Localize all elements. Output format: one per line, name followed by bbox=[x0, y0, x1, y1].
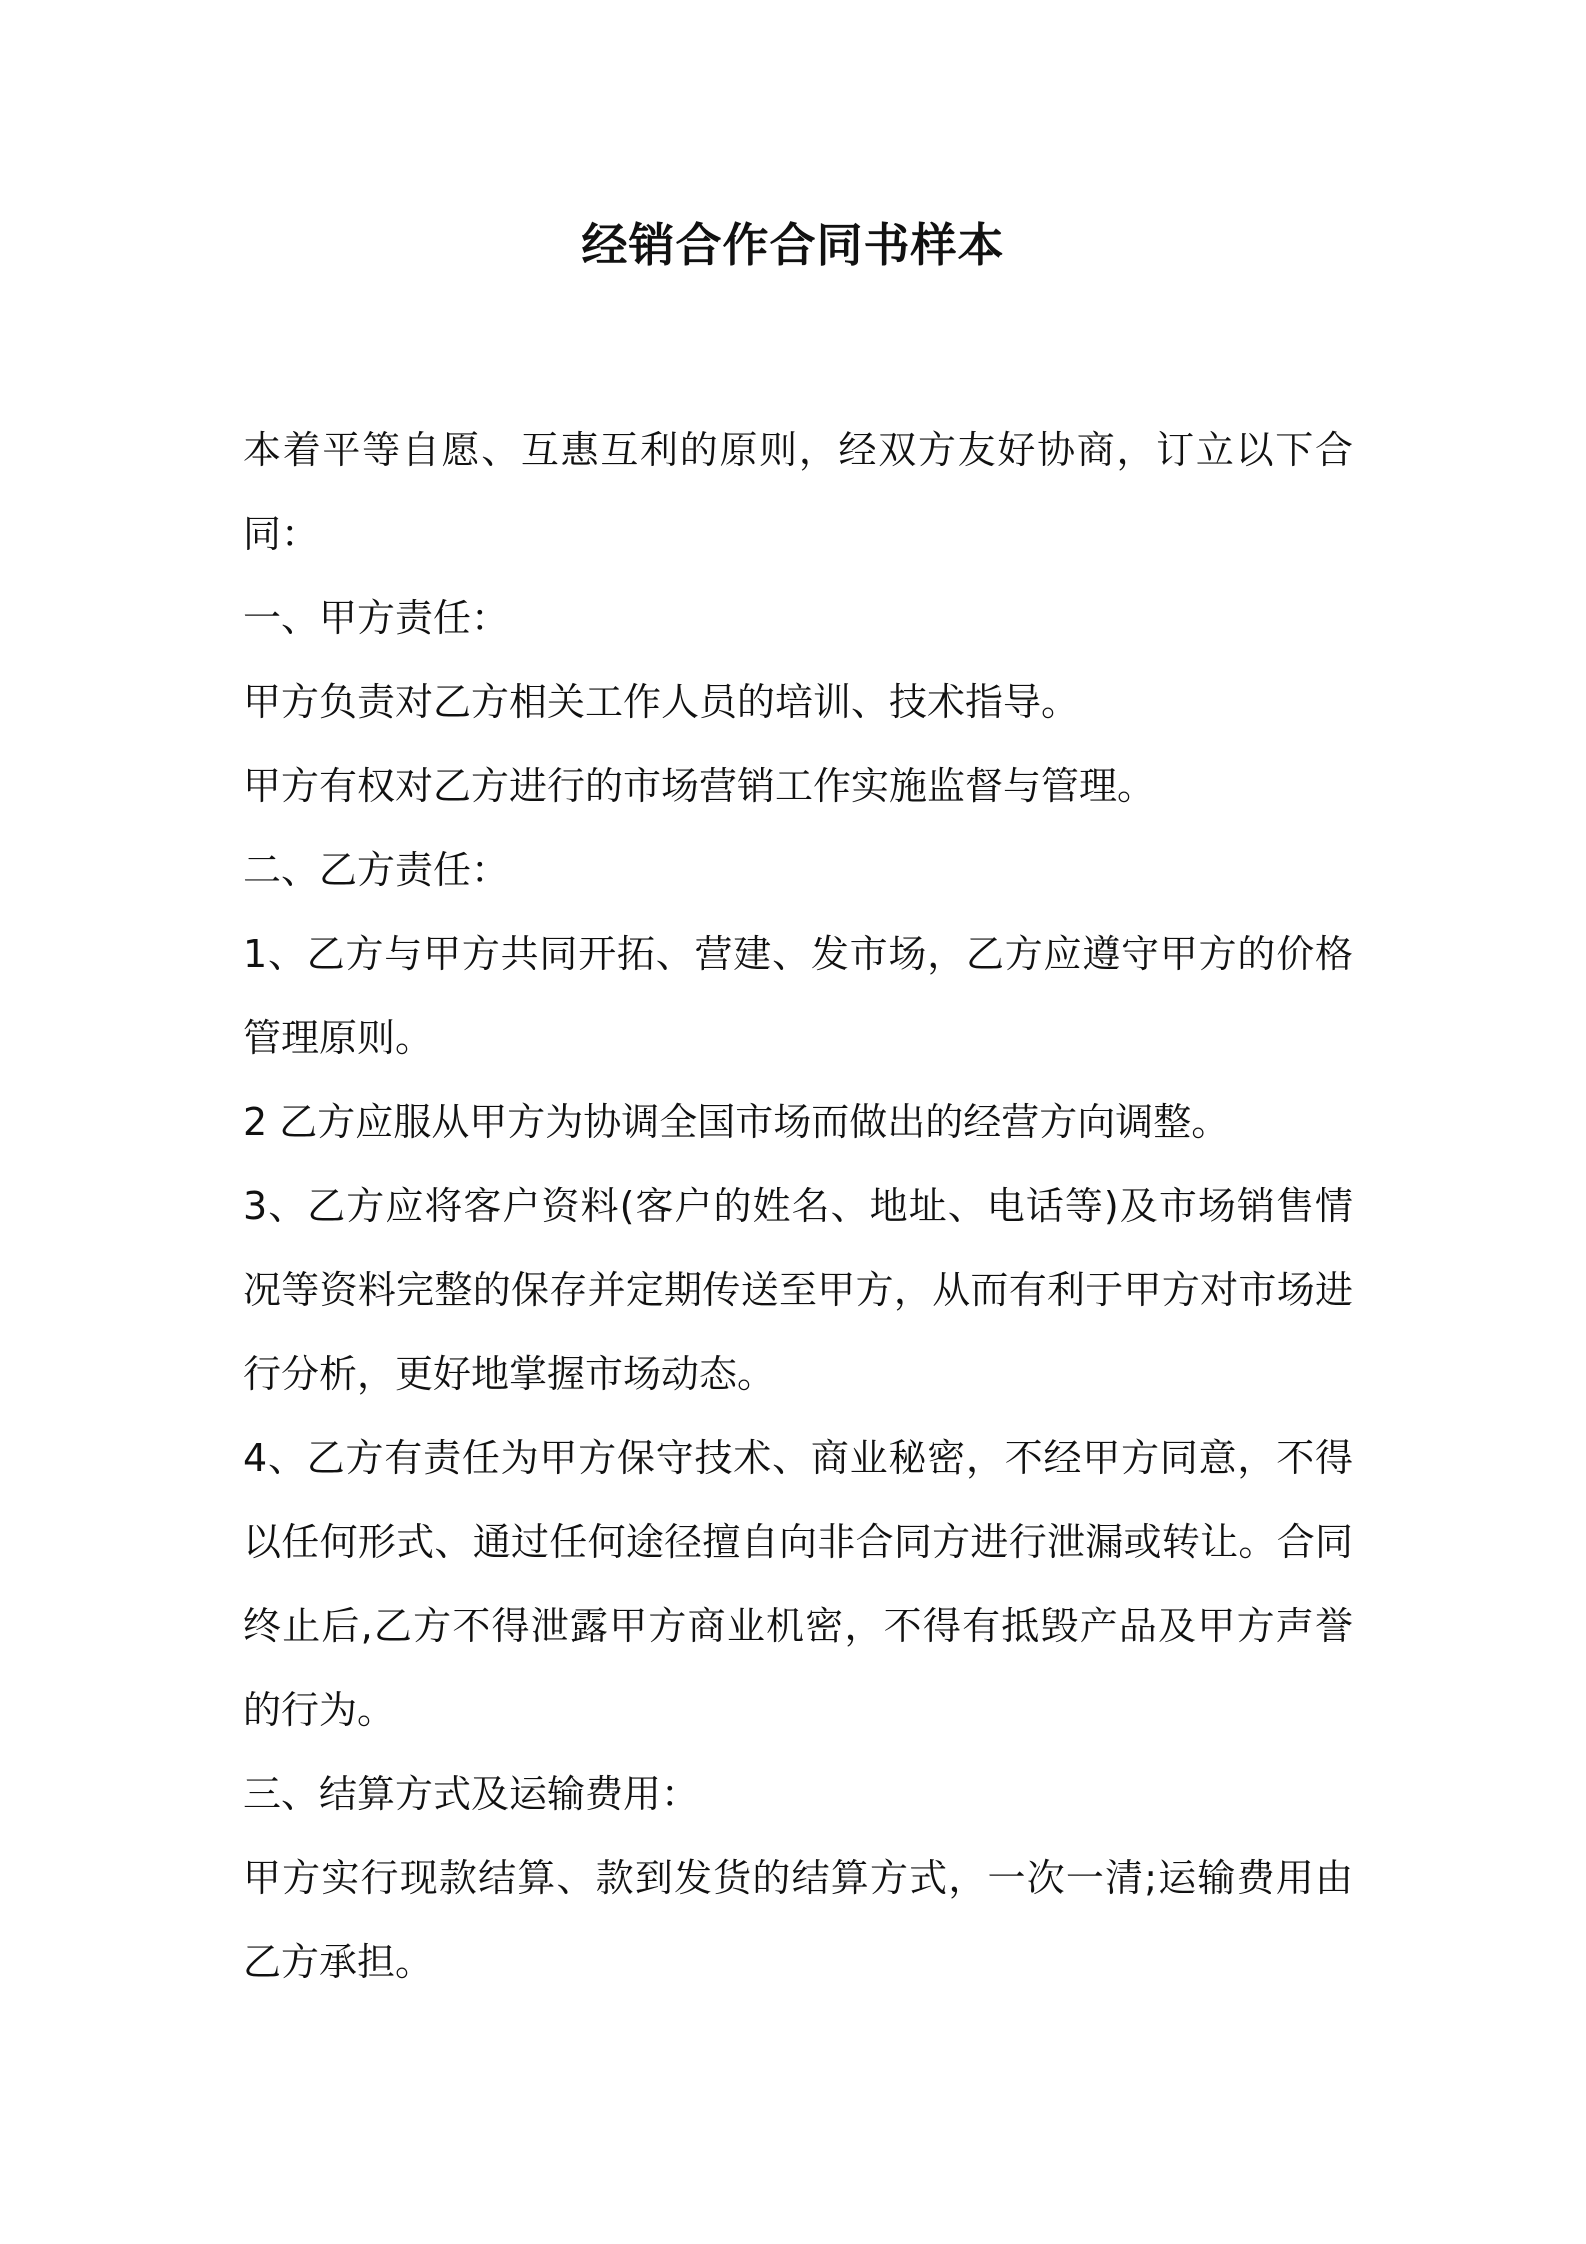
paragraph-party-a-training: 甲方负责对乙方相关工作人员的培训、技术指导。 bbox=[243, 680, 1080, 724]
paragraph-settlement: 甲方实行现款结算、款到发货的结算方式，一次一清;运输费用由乙方承担。 bbox=[243, 1856, 1353, 1984]
paragraph-party-b-item-2: 2 乙方应服从甲方为协调全国市场而做出的经营方向调整。 bbox=[243, 1100, 1230, 1144]
paragraph-party-b-item-1: 1、乙方与甲方共同开拓、营建、发市场，乙方应遵守甲方的价格管理原则。 bbox=[243, 932, 1353, 1060]
paragraph-party-b-item-3: 3、乙方应将客户资料(客户的姓名、地址、电话等)及市场销售情况等资料完整的保存并定期传送至甲方，从而有利于甲方对市场进行分析，更好地掌握市场动态。 bbox=[243, 1184, 1353, 1396]
paragraph-party-b-item-4: 4、乙方有责任为甲方保守技术、商业秘密，不经甲方同意，不得以任何形式、通过任何途径擅自向非合同方进行泄漏或转让。合同终止后,乙方不得泄露甲方商业机密，不得有抵毁产品及甲方声誉的行为。 bbox=[243, 1436, 1353, 1732]
section-heading-settlement: 三、结算方式及运输费用： bbox=[243, 1772, 700, 1816]
section-heading-party-a: 一、甲方责任： bbox=[243, 596, 510, 640]
paragraph-preamble: 本着平等自愿、互惠互利的原则，经双方友好协商，订立以下合同： bbox=[243, 428, 1353, 556]
document-body bbox=[243, 408, 1353, 2004]
paragraph-party-a-supervision: 甲方有权对乙方进行的市场营销工作实施监督与管理。 bbox=[243, 764, 1156, 808]
document-title: 经销合作合同书样本 bbox=[581, 218, 1005, 272]
section-heading-party-b: 二、乙方责任： bbox=[243, 848, 510, 892]
